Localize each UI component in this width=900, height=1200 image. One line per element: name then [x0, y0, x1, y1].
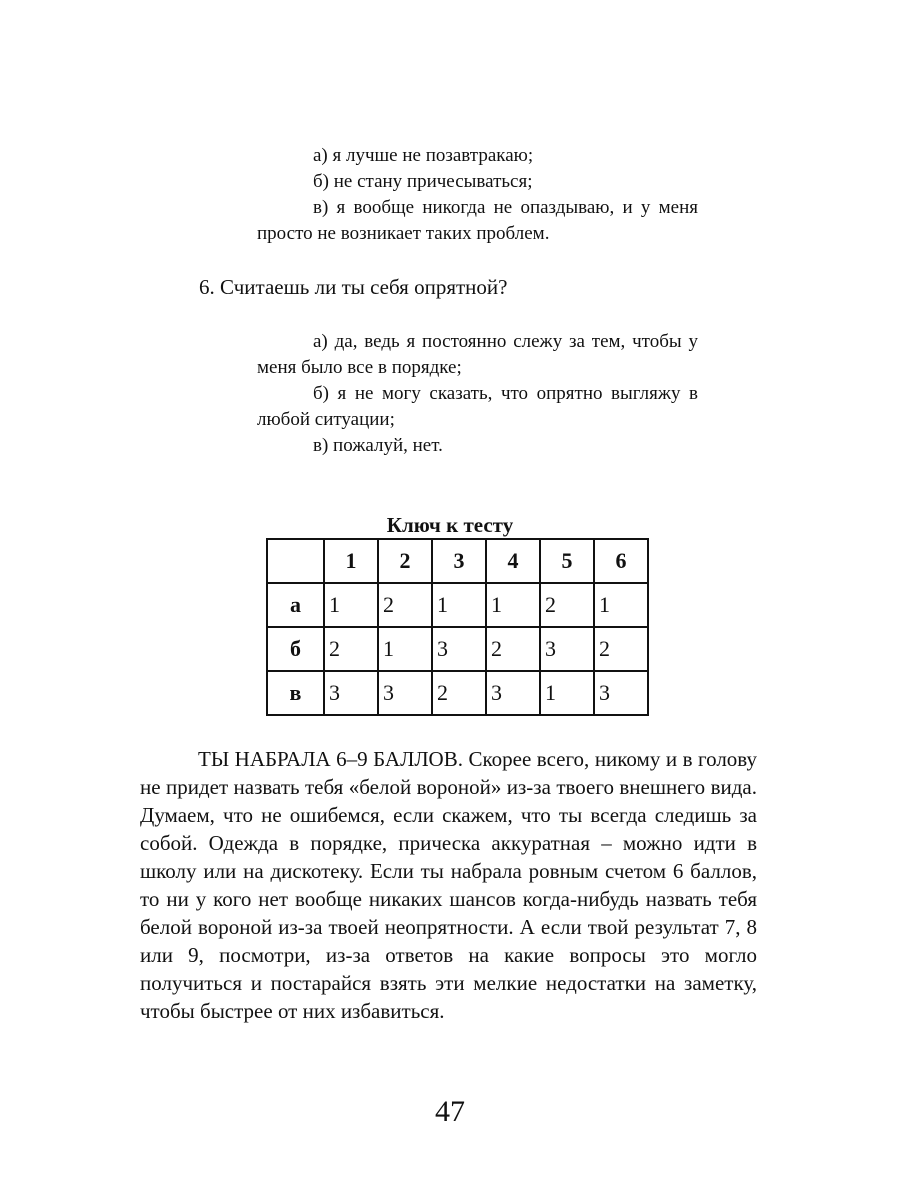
key-column-header: 3: [432, 539, 486, 583]
key-cell: 3: [378, 671, 432, 715]
key-row-b: [267, 627, 648, 671]
key-cell: 3: [540, 627, 594, 671]
q6-question: 6. Считаешь ли ты себя опрятной?: [199, 275, 508, 299]
key-column-header: 2: [378, 539, 432, 583]
key-cell: 3: [594, 671, 648, 715]
key-cell: 1: [324, 583, 378, 627]
key-cell: 3: [486, 671, 540, 715]
key-column-header: 1: [324, 539, 378, 583]
page-number: 47: [435, 1095, 465, 1128]
q6-options: [257, 329, 698, 459]
key-title: Ключ к тесту: [386, 513, 514, 537]
key-column-header: 4: [486, 539, 540, 583]
key-row-label: в: [267, 671, 324, 715]
key-cell: 2: [324, 627, 378, 671]
key-row-a: [267, 583, 648, 627]
key-cell: 2: [432, 671, 486, 715]
key-cell: 3: [324, 671, 378, 715]
key-cell: 1: [594, 583, 648, 627]
q6-option-b: б) я не могу сказать, что опрятно выгляжу в любой ситуации;: [257, 383, 698, 430]
key-header-row: [267, 539, 648, 583]
key-cell: 2: [594, 627, 648, 671]
q5-options: [257, 143, 698, 247]
key-cell: 2: [486, 627, 540, 671]
key-cell: 1: [432, 583, 486, 627]
key-cell: 2: [540, 583, 594, 627]
key-row-c: [267, 671, 648, 715]
key-row-label: а: [267, 583, 324, 627]
key-cell: 1: [486, 583, 540, 627]
key-corner-cell: [267, 539, 324, 583]
key-column-header: 6: [594, 539, 648, 583]
q6-option-c: в) пожалуй, нет.: [313, 435, 443, 456]
key-table: [266, 538, 649, 716]
result-paragraph: ТЫ НАБРАЛА 6–9 БАЛЛОВ. Скорее всего, никому и в голову не придет назвать тебя «белой вороной» из-за твоего внешнего вида. Думаем, что не ошибемся, если скажем, что ты всегда следишь за собой. Одежда в порядке, прическа аккуратная – можно идти в школу или на дискотеку. Если ты набрала ровным счетом 6 баллов, то ни у кого нет вообще никаких шансов когда-нибудь назвать тебя белой вороной из-за твоей неопрятности. А если твой результат 7, 8 или 9, посмотри, из-за ответов на какие вопросы это могло получиться и постарайся взять эти мелкие недостатки на заметку, чтобы быстрее от них избавиться.: [140, 747, 757, 1023]
key-cell: 2: [378, 583, 432, 627]
q5-option-a: а) я лучше не позавтракаю;: [313, 145, 534, 166]
key-row-label: б: [267, 627, 324, 671]
key-cell: 1: [540, 671, 594, 715]
key-column-header: 5: [540, 539, 594, 583]
key-cell: 3: [432, 627, 486, 671]
q6-option-a: а) да, ведь я постоянно слежу за тем, чтобы у меня было все в порядке;: [257, 331, 698, 378]
q5-option-b: б) не стану причесываться;: [313, 171, 533, 192]
key-cell: 1: [378, 627, 432, 671]
q5-option-c: в) я вообще никогда не опаздываю, и у меня просто не возникает таких проблем.: [257, 197, 698, 244]
